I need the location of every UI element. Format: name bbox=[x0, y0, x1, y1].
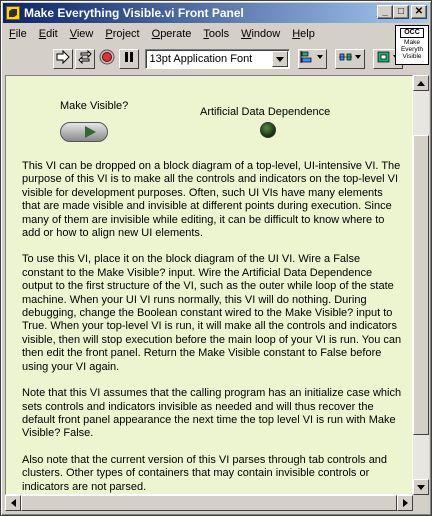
description-paragraph: This VI can be dropped on a block diagram of a top-level, UI-intensive VI. The purpose of this VI is to make all the controls and indicators on the top-level VI visible for development purposes. Often, such UI VIs have many elements that are made visible and invisible at different points during execution. Since many of them are invisible while editing, it can be difficult to know where to add or how to align new UI elements. bbox=[22, 160, 401, 240]
chevron-right-icon bbox=[403, 499, 408, 507]
minimize-icon: _ bbox=[382, 6, 388, 17]
labview-vi-icon bbox=[6, 6, 20, 20]
close-button[interactable] bbox=[411, 5, 427, 19]
menu-window[interactable]: Window bbox=[241, 28, 281, 40]
font-selector-value: 13pt Application Font bbox=[149, 53, 253, 65]
menu-project[interactable]: Project bbox=[105, 28, 140, 40]
chevron-up-icon bbox=[417, 81, 425, 86]
run-continuously-button[interactable] bbox=[75, 49, 95, 69]
make-visible-toggle[interactable] bbox=[60, 122, 108, 142]
abort-button[interactable] bbox=[97, 49, 117, 69]
description-paragraph: Also note that the current version of this VI parses through tab controls and clusters. Other types of containers that may contain invisible controls or indicators are not parsed. bbox=[22, 453, 388, 493]
scrollbar-corner bbox=[413, 495, 429, 511]
run-continuously-icon bbox=[78, 50, 92, 69]
menu-view[interactable]: View bbox=[69, 28, 94, 40]
maximize-button[interactable] bbox=[393, 5, 409, 19]
scroll-right-button[interactable] bbox=[397, 495, 413, 511]
maximize-icon: □ bbox=[397, 6, 405, 17]
menu-bar bbox=[3, 25, 403, 43]
vi-icon-banner: OCC bbox=[400, 28, 424, 38]
scroll-left-button[interactable] bbox=[5, 495, 21, 511]
pause-button[interactable] bbox=[119, 49, 139, 69]
chevron-down-icon bbox=[417, 485, 425, 490]
title-bar[interactable] bbox=[3, 3, 429, 23]
description-paragraph: To use this VI, place it on the block diagram of the UI VI. Wire a False constant to the Make Visible? input. Wire the Artificial Data Dependence output to the first structure of the VI, such as the outer while loop of the state machine. When your UI VI runs normally, this VI will do nothing. During debugging, change the Boolean constant wired to the Make Visible? input to True. When your top-level VI is run, it will make all the controls and indicators visible, then will stop execution before the main loop of your VI is run. You can then edit the front panel. Return the Make Visible constant to False before using your VI again. bbox=[22, 253, 402, 373]
distribute-icon bbox=[338, 50, 362, 69]
run-button[interactable] bbox=[53, 49, 73, 69]
pause-icon bbox=[123, 50, 135, 68]
close-icon: ✕ bbox=[414, 6, 424, 17]
window-title: Make Everything Visible.vi Front Panel bbox=[24, 6, 244, 20]
scroll-up-button[interactable] bbox=[413, 75, 429, 91]
description-text bbox=[22, 160, 404, 495]
align-icon bbox=[300, 50, 324, 69]
vi-connector-icon[interactable] bbox=[395, 25, 429, 65]
menu-help[interactable]: Help bbox=[292, 28, 315, 40]
chevron-left-icon bbox=[11, 499, 16, 507]
scroll-down-button[interactable] bbox=[413, 479, 429, 495]
horizontal-scrollbar[interactable] bbox=[5, 495, 413, 511]
font-selector[interactable] bbox=[145, 49, 290, 69]
menu-edit[interactable]: Edit bbox=[38, 28, 58, 40]
chevron-down-icon[interactable] bbox=[272, 51, 288, 67]
vertical-scroll-thumb[interactable] bbox=[413, 135, 429, 435]
artificial-data-dependence-label: Artificial Data Dependence bbox=[200, 106, 331, 118]
distribute-objects-button[interactable] bbox=[335, 49, 365, 69]
vi-icon-line3: Visible bbox=[402, 53, 422, 60]
make-visible-label: Make Visible? bbox=[60, 100, 129, 112]
menu-tools[interactable]: Tools bbox=[203, 28, 230, 40]
run-arrow-icon bbox=[56, 50, 70, 69]
horizontal-scroll-thumb[interactable] bbox=[21, 495, 397, 511]
align-objects-button[interactable] bbox=[298, 49, 328, 69]
window-controls bbox=[377, 5, 427, 19]
menu-file[interactable]: File bbox=[9, 28, 27, 40]
vi-icon-line2: Everyth bbox=[400, 46, 424, 53]
minimize-button[interactable] bbox=[377, 5, 393, 19]
vi-icon-line1: Make bbox=[404, 39, 420, 46]
menu-operate[interactable]: Operate bbox=[151, 28, 192, 40]
artificial-data-dependence-led bbox=[260, 122, 276, 138]
vertical-scrollbar[interactable] bbox=[413, 75, 429, 495]
abort-icon bbox=[99, 49, 115, 70]
front-panel bbox=[5, 75, 413, 495]
toggle-knob-icon bbox=[85, 126, 96, 138]
description-paragraph: Note that this VI assumes that the calling program has an initialize case which sets controls and indicators invisible as needed and will thus recover the default front panel appearance the next time the top level VI is run with Make Visible? False. bbox=[22, 387, 402, 440]
toolbar bbox=[3, 45, 403, 73]
